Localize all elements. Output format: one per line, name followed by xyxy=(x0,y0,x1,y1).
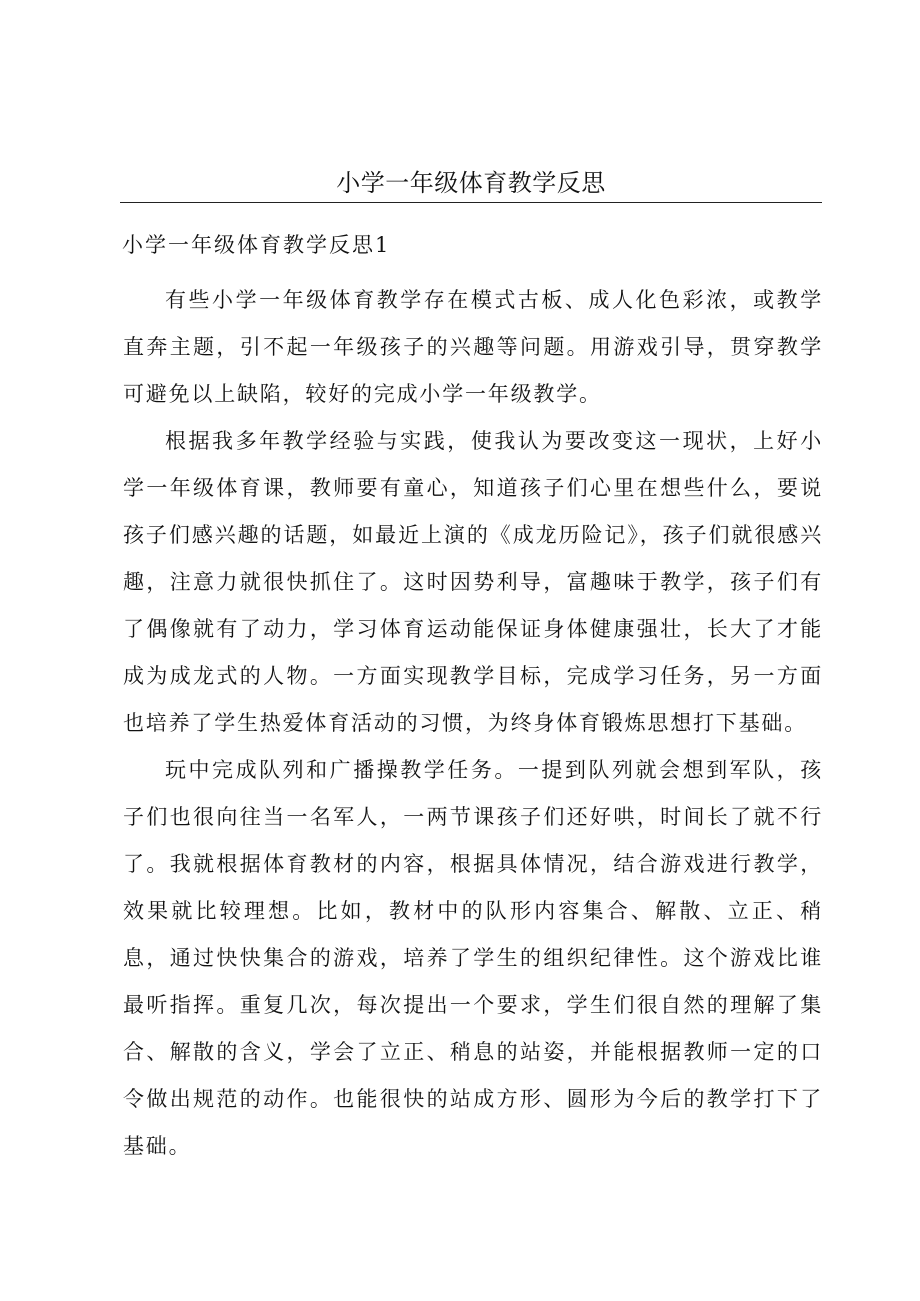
paragraph-2: 根据我多年教学经验与实践，使我认为要改变这一现状，上好小学一年级体育课，教师要有童心，知道孩子们心里在想些什么，要说孩子们感兴趣的话题，如最近上演的《成龙历险记》，孩子们就很感兴趣，注意力就很快抓住了。这时因势利导，富趣味于教学，孩子们有了偶像就有了动力，学习体育运动能保证身体健康强壮，长大了才能成为成龙式的人物。一方面实现教学目标，完成学习任务，另一方面也培养了学生热爱体育活动的习惯，为终身体育锻炼思想打下基础。 xyxy=(123,429,823,735)
title-divider xyxy=(120,202,822,203)
body-text xyxy=(123,277,823,1170)
paragraph-3: 玩中完成队列和广播操教学任务。一提到队列就会想到军队，孩子们也很向往当一名军人，一两节课孩子们还好哄，时间长了就不行了。我就根据体育教材的内容，根据具体情况，结合游戏进行教学，效果就比较理想。比如，教材中的队形内容集合、解散、立正、稍息，通过快快集合的游戏，培养了学生的组织纪律性。这个游戏比谁最听指挥。重复几次，每次提出一个要求，学生们很自然的理解了集合、解散的含义，学会了立正、稍息的站姿，并能根据教师一定的口令做出规范的动作。也能很快的站成方形、圆形为今后的教学打下了基础。 xyxy=(123,758,823,1158)
document-title: 小学一年级体育教学反思 xyxy=(336,169,606,197)
paragraph-1: 有些小学一年级体育教学存在模式古板、成人化色彩浓，或教学直奔主题，引不起一年级孩子的兴趣等问题。用游戏引导，贯穿教学可避免以上缺陷，较好的完成小学一年级教学。 xyxy=(123,288,823,406)
section-heading: 小学一年级体育教学反思1 xyxy=(122,233,391,257)
